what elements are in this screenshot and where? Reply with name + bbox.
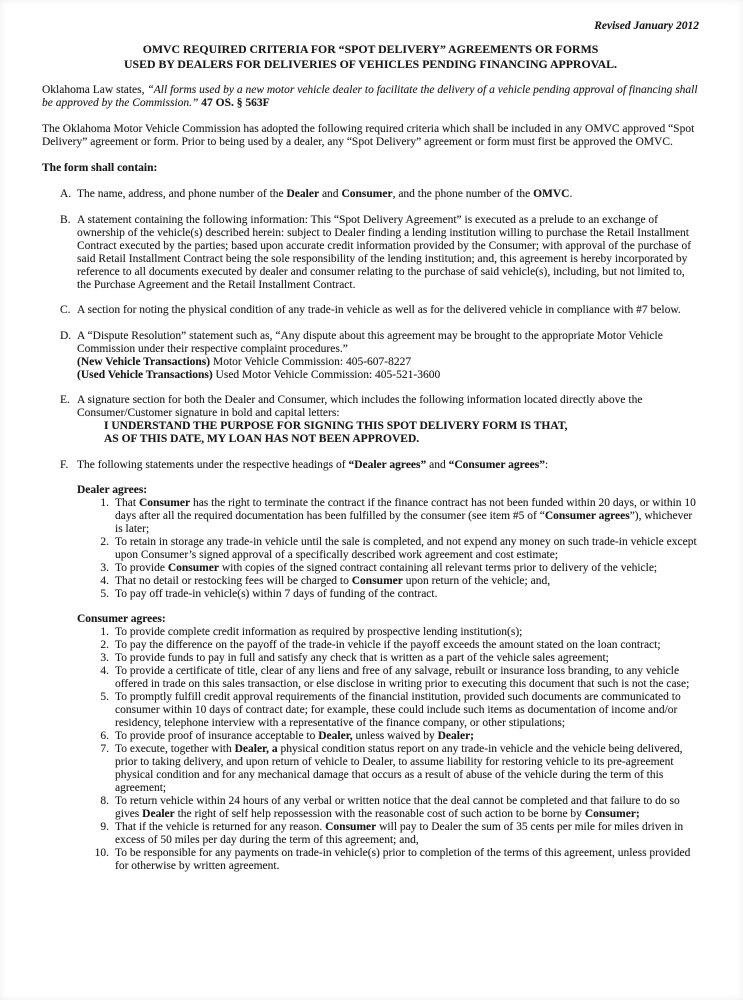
list-item-marker: F. bbox=[60, 458, 69, 471]
list-item-text bbox=[115, 536, 699, 562]
text-run: To retain in storage any trade-in vehicle until the sale is completed, and not expend any money on such trade-in vehicle except upon Consumer’s signed approval of a specifically described work agreement and cost estimate; bbox=[115, 536, 697, 562]
text-run: Dealer, a bbox=[234, 743, 278, 756]
text-run: OMVC bbox=[533, 188, 570, 201]
text-run: That if the vehicle is returned for any reason. bbox=[115, 821, 326, 834]
text-run: . bbox=[569, 188, 573, 201]
list-item bbox=[42, 497, 699, 536]
text-run: Dealer, bbox=[318, 730, 353, 743]
consumer-agrees-section bbox=[42, 613, 699, 873]
text-run: and bbox=[319, 188, 342, 201]
list-item-marker: 1. bbox=[100, 626, 109, 639]
list-item bbox=[42, 188, 699, 201]
text-run: and bbox=[426, 458, 449, 471]
list-item-text bbox=[115, 575, 699, 588]
text-run: To promptly fulfill credit approval requirements of the financial institution, provided such documents are communicated to consumer within 10 days of contract date; for example, these could include such items as documentation of income and/or residency, telephone interview with a representative of the finance company, or other stipulations; bbox=[115, 691, 681, 730]
text-run: To provide complete credit information as required by prospective lending institution(s); bbox=[115, 626, 523, 639]
list-item-marker: 4. bbox=[100, 575, 109, 587]
list-item bbox=[42, 575, 699, 588]
list-item-marker: 3. bbox=[100, 562, 109, 575]
text-run: To provide funds to pay in full and satisfy any check that is written as a part of the vehicle sales agreement; bbox=[115, 652, 609, 665]
list-item bbox=[42, 330, 699, 382]
list-item-text bbox=[115, 665, 699, 691]
text-run: The following statements under the respective headings of bbox=[77, 458, 349, 471]
text-run: The Oklahoma Motor Vehicle Commission has adopted the following required criteria which shall be included in any OMVC approved “Spot Delivery” agreement or form. Prior to being used by a dealer, any “Spot Delivery” agreement or form must first be approved the OMVC. bbox=[42, 123, 695, 149]
text-run: physical condition status report on any trade-in vehicle and the vehicle being delivered, prior to taking delivery, and upon return of vehicle to Dealer, to assume liability for restoring vehicle to its pre-agreement physical condition and for any mechanical damage that occurs as a result of abuse of the vehicle during the term of this agreement; bbox=[115, 743, 683, 795]
text-run: , and the phone number of the bbox=[392, 188, 534, 201]
list-item-text bbox=[115, 821, 699, 847]
text-run: Consumer bbox=[351, 575, 403, 587]
title-line-2: USED BY DEALERS FOR DELIVERIES OF VEHICLES PENDING FINANCING APPROVAL. bbox=[124, 56, 617, 71]
list-item-marker: D. bbox=[60, 329, 72, 342]
text-run: 47 OS. § 563F bbox=[201, 97, 270, 110]
list-item-marker: 4. bbox=[100, 665, 109, 678]
list-item-text bbox=[115, 497, 699, 536]
text-run: “Dealer agrees” bbox=[348, 458, 427, 471]
list-item bbox=[42, 588, 699, 601]
revision-note: Revised January 2012 bbox=[594, 20, 699, 32]
law-statement-paragraph bbox=[42, 84, 699, 110]
dealer-agrees-list bbox=[42, 497, 699, 601]
list-item bbox=[42, 536, 699, 562]
list-item-text bbox=[115, 588, 699, 601]
text-run: To pay off trade-in vehicle(s) within 7 days of funding of the contract. bbox=[115, 587, 438, 600]
list-item-text bbox=[77, 188, 699, 201]
text-run: Consumer bbox=[167, 562, 219, 575]
list-item-marker: 5. bbox=[100, 587, 109, 600]
consumer-agrees-list bbox=[42, 626, 699, 873]
text-run: with copies of the signed contract containing all relevant terms prior to delivery of the vehicle; bbox=[218, 562, 658, 575]
text-run: A signature section for both the Dealer and Consumer, which includes the following information located directly above the Consumer/Customer signature in bold and capital letters: bbox=[77, 394, 643, 420]
list-item-text bbox=[77, 214, 699, 292]
text-run: will pay to Dealer the sum of 35 cents per mile for miles driven in excess of 50 miles per day during the term of this agreement; and, bbox=[115, 821, 684, 847]
list-item bbox=[42, 626, 699, 639]
list-item-text bbox=[115, 652, 699, 665]
list-item bbox=[42, 730, 699, 743]
list-item bbox=[42, 847, 699, 873]
list-item-marker: 2. bbox=[100, 639, 109, 652]
text-run: To be responsible for any payments on trade-in vehicle(s) prior to completion of the terms of this agreement, unless provided for otherwise by written agreement. bbox=[115, 847, 691, 873]
text-run: Consumer bbox=[138, 497, 191, 510]
list-item-marker: 5. bbox=[100, 691, 109, 704]
list-item bbox=[42, 691, 699, 730]
list-item bbox=[42, 795, 699, 821]
list-item-marker: 2. bbox=[100, 536, 109, 549]
list-item-text bbox=[77, 330, 699, 382]
text-run: upon return of the vehicle; and, bbox=[402, 575, 551, 587]
list-item-marker: 3. bbox=[100, 652, 109, 665]
text-run: The name, address, and phone number of the bbox=[77, 188, 287, 201]
list-item-text bbox=[115, 562, 699, 575]
list-item bbox=[42, 304, 699, 317]
title-line-1: OMVC REQUIRED CRITERIA FOR “SPOT DELIVERY” AGREEMENTS OR FORMS bbox=[142, 41, 599, 56]
text-run: That bbox=[115, 497, 139, 510]
text-run: (New Vehicle Transactions) bbox=[77, 355, 211, 368]
text-run: To provide proof of insurance acceptable to bbox=[115, 730, 319, 743]
text-run: Motor Vehicle Commission: 405-607-8227 bbox=[210, 355, 412, 368]
list-item-marker: 7. bbox=[100, 743, 109, 756]
text-run: Dealer; bbox=[437, 730, 475, 743]
list-item-text bbox=[115, 639, 699, 652]
consumer-agrees-heading: Consumer agrees: bbox=[77, 613, 166, 626]
list-item-marker: C. bbox=[60, 304, 71, 317]
list-item-text bbox=[77, 459, 699, 472]
dealer-agrees-heading: Dealer agrees: bbox=[77, 484, 148, 497]
text-run: To provide a certificate of title, clear of any liens and free of any salvage, rebuilt or insurance loss branding, to any vehicle offered in trade on this sales transaction, or else disclose in writing prior to executing this document that such is not the case; bbox=[115, 665, 690, 691]
text-run: (Used Vehicle Transactions) bbox=[77, 368, 213, 381]
text-run: That no detail or restocking fees will be charged to bbox=[115, 575, 352, 587]
text-run: A section for noting the physical condition of any trade-in vehicle as well as for the delivered vehicle in compliance with #7 below. bbox=[77, 304, 681, 317]
list-item bbox=[42, 214, 699, 292]
list-item bbox=[42, 821, 699, 847]
text-run: ”), whichever is later; bbox=[115, 510, 693, 536]
list-item-text bbox=[115, 626, 699, 639]
list-item-marker: A. bbox=[60, 188, 72, 201]
text-run: Dealer bbox=[286, 188, 320, 201]
list-item bbox=[42, 639, 699, 652]
text-run: “All forms used by a new motor vehicle dealer to facilitate the delivery of a vehicle pending approval of financing shall be approved by the Commission.” bbox=[42, 84, 698, 110]
form-items-list bbox=[42, 188, 699, 471]
list-item-marker: 9. bbox=[100, 821, 109, 834]
adoption-paragraph bbox=[42, 123, 699, 149]
text-run: Consumer; bbox=[584, 808, 640, 821]
list-item bbox=[42, 743, 699, 795]
list-item-text bbox=[115, 795, 699, 821]
text-run: To pay the difference on the payoff of the trade-in vehicle if the payoff exceeds the amount stated on the loan contract; bbox=[115, 639, 661, 652]
text-run: : bbox=[544, 458, 549, 471]
text-run: has the right to terminate the contract if the finance contract has not been funded within 20 days, or within 10 days after all the required documentation has been fulfilled by the consumer (see item #5 of “ bbox=[115, 497, 696, 523]
text-run: To provide bbox=[115, 562, 168, 575]
list-item-marker: 8. bbox=[100, 795, 109, 808]
text-run: Used Motor Vehicle Commission: 405-521-3600 bbox=[212, 368, 441, 381]
text-run: To execute, together with bbox=[115, 743, 235, 756]
list-item-text bbox=[115, 743, 699, 795]
list-item-marker: 10. bbox=[94, 847, 109, 860]
list-item bbox=[42, 459, 699, 472]
text-run: “Consumer agrees” bbox=[448, 458, 545, 471]
list-item-text bbox=[115, 730, 699, 743]
text-run: the right of self help repossession with the reasonable cost of such action to be borne by bbox=[174, 808, 585, 821]
list-item-text bbox=[115, 691, 699, 730]
list-item-marker: 1. bbox=[100, 497, 109, 510]
text-run: To return vehicle within 24 hours of any verbal or written notice that the deal cannot be completed and that failure to do so gives bbox=[115, 795, 680, 821]
list-item-text bbox=[77, 394, 699, 446]
list-item bbox=[42, 394, 699, 446]
list-item bbox=[42, 562, 699, 575]
dealer-agrees-section bbox=[42, 484, 699, 601]
list-item bbox=[42, 665, 699, 691]
list-item-marker: B. bbox=[60, 213, 71, 226]
text-run: Dealer bbox=[142, 808, 175, 821]
list-item-text bbox=[115, 847, 699, 873]
list-item-text bbox=[77, 304, 699, 317]
list-item-marker: E. bbox=[60, 394, 70, 407]
text-run: Oklahoma Law states, bbox=[42, 84, 148, 97]
document-title bbox=[62, 42, 679, 71]
text-run: Consumer agrees bbox=[544, 510, 630, 523]
list-item bbox=[42, 652, 699, 665]
form-contents-heading: The form shall contain: bbox=[42, 162, 158, 175]
text-run: unless waived by bbox=[352, 730, 438, 743]
text-run: AS OF THIS DATE, MY LOAN HAS NOT BEEN APPROVED. bbox=[104, 433, 420, 446]
text-run: A “Dispute Resolution” statement such as, “Any dispute about this agreement may be brought to the appropriate Motor Vehicle Commission under their respective complaint procedures.” bbox=[77, 329, 663, 355]
text-run: Consumer bbox=[325, 821, 377, 834]
text-run: Consumer bbox=[341, 188, 393, 201]
text-run: A statement containing the following information: This “Spot Delivery Agreement” is executed as a prelude to an exchange of ownership of the vehicle(s) described herein: subject to Dealer finding a lending institution willing to purchase the Retail Installment Contract executed by the parties; based upon accurate credit information provided by the Consumer; with approval of the purchase of said Retail Installment Contract being the sole responsibility of the lending institution; and, this agreement is hereby incorporated by reference to all documents executed by dealer and consumer relating to the purchase of said vehicle(s), including, but not limited to, the Purchase Agreement and the Retail Installment Contract. bbox=[77, 213, 692, 291]
text-run: I UNDERSTAND THE PURPOSE FOR SIGNING THIS SPOT DELIVERY FORM IS THAT, bbox=[104, 420, 568, 433]
list-item-marker: 6. bbox=[100, 730, 109, 743]
